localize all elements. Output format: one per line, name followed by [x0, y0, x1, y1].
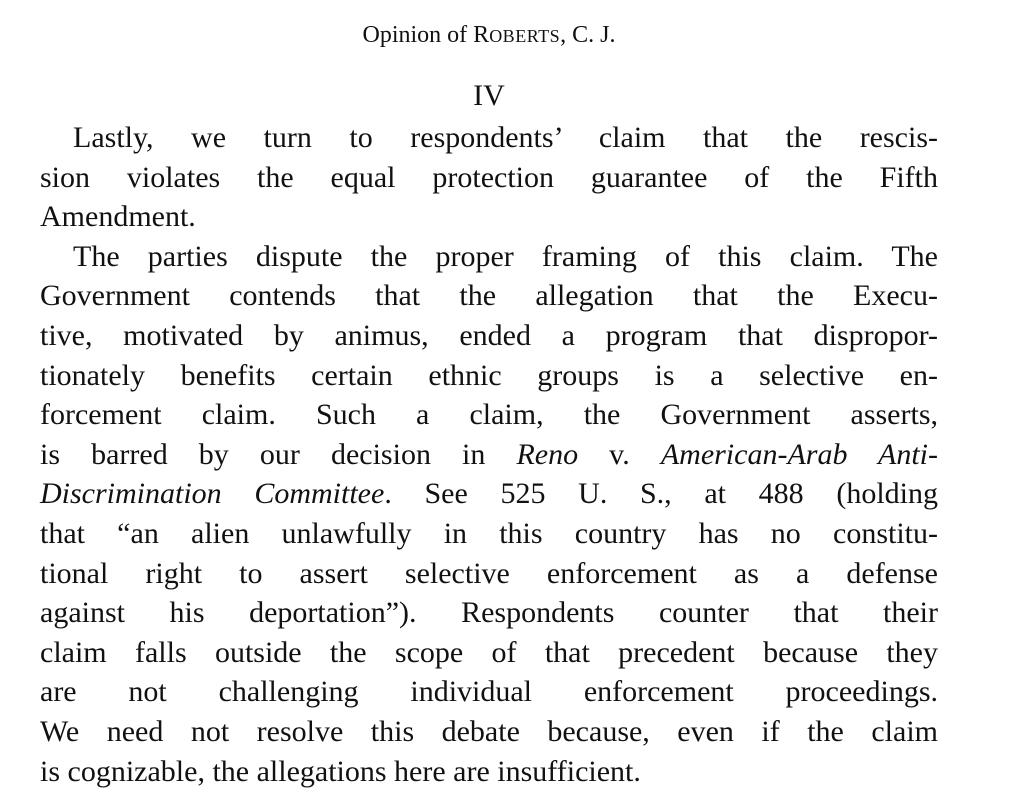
running-head — [40, 20, 938, 50]
text-line: claim falls outside the scope of that precedent because they — [40, 635, 938, 669]
text-run: v. — [578, 437, 661, 471]
paragraph-equal-protection-intro — [40, 118, 938, 237]
text-line: Government contends that the allegation that the Execu- — [40, 279, 938, 313]
case-name-aadc-cont: Discrimination Committee — [40, 477, 385, 511]
running-head-justice-smallcaps: OBERTS — [489, 26, 561, 46]
paragraph-framing-dispute — [40, 237, 938, 791]
text-line: tive, motivated by animus, ended a program that dispropor- — [40, 318, 938, 352]
text-line-case-citation — [40, 474, 938, 514]
text-line: Lastly, we turn to respondents’ claim that the rescis- — [73, 121, 938, 154]
section-number: IV — [473, 79, 505, 112]
running-head-prefix: Opinion of — [362, 22, 474, 48]
text-line-case-citation — [40, 435, 938, 475]
opinion-page — [40, 0, 938, 791]
text-line: tional right to assert selective enforcement as a defense — [40, 556, 938, 590]
text-line: forcement claim. Such a claim, the Government asserts, — [40, 398, 938, 432]
text-line: Amendment. — [40, 200, 196, 234]
text-run: is barred by our decision in — [40, 437, 517, 471]
text-line: sion violates the equal protection guarantee of the Fifth — [40, 160, 938, 194]
case-name-reno: Reno — [516, 437, 579, 471]
text-line: tionately benefits certain ethnic groups is a selective en- — [40, 358, 938, 392]
text-line: that “an alien unlawfully in this country has no constitu- — [40, 516, 938, 550]
text-run: . See 525 U. S., at 488 (holding — [384, 477, 938, 511]
running-head-suffix: , C. J. — [560, 22, 616, 48]
case-name-aadc: American-Arab Anti- — [660, 437, 938, 471]
text-line: against his deportation”). Respondents counter that their — [40, 596, 938, 630]
text-line: The parties dispute the proper framing of this claim. The — [73, 239, 938, 273]
running-head-justice-initial: R — [473, 22, 490, 48]
text-line: is cognizable, the allegations here are insufficient. — [40, 754, 641, 788]
text-line: are not challenging individual enforcement proceedings. — [40, 675, 938, 709]
text-line: We need not resolve this debate because, even if the claim — [40, 714, 938, 748]
